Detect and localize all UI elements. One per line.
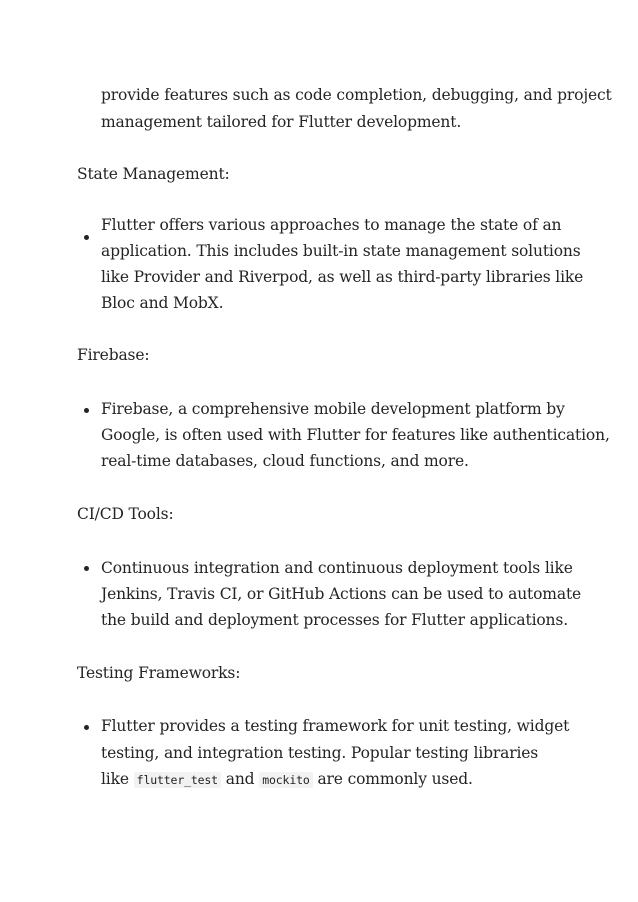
list-item-line: Flutter offers various approaches to manage the state of an — [101, 216, 562, 234]
inline-code-mockito: mockito — [259, 772, 312, 788]
list-item-line — [101, 766, 473, 793]
list-item-line: the build and deployment processes for Flutter applications. — [101, 611, 568, 629]
inline-code-flutter-test: flutter_test — [134, 772, 221, 788]
list-item-line: Flutter provides a testing framework for unit testing, widget — [101, 717, 570, 735]
list-item-line: like Provider and Riverpod, as well as third-party libraries like — [101, 268, 584, 286]
list-item-line: Google, is often used with Flutter for features like authentication, — [101, 426, 610, 444]
intro-line: provide features such as code completion, debugging, and project — [101, 86, 612, 104]
list-item-line: Continuous integration and continuous deployment tools like — [101, 559, 573, 577]
section-heading-firebase: Firebase: — [77, 346, 150, 364]
list-item-line: Bloc and MobX. — [101, 294, 224, 312]
section-heading-cicd-tools: CI/CD Tools: — [77, 505, 174, 523]
list-item-line: testing, and integration testing. Popular testing libraries — [101, 744, 539, 762]
inline-text: are commonly used. — [317, 770, 473, 788]
bullet-icon — [84, 725, 89, 730]
bullet-icon — [84, 235, 89, 240]
list-item-line: application. This includes built-in state management solutions — [101, 242, 581, 260]
section-heading-state-management: State Management: — [77, 165, 230, 183]
bullet-icon — [84, 566, 89, 571]
inline-text: like — [101, 770, 129, 788]
bullet-icon — [84, 408, 89, 413]
list-item-line: Jenkins, Travis CI, or GitHub Actions can be used to automate — [101, 585, 582, 603]
list-item-line: real-time databases, cloud functions, and more. — [101, 452, 469, 470]
section-heading-testing-frameworks: Testing Frameworks: — [77, 664, 241, 682]
list-item-line: Firebase, a comprehensive mobile development platform by — [101, 400, 565, 418]
inline-text: and — [225, 770, 255, 788]
intro-line: management tailored for Flutter development. — [101, 113, 462, 131]
